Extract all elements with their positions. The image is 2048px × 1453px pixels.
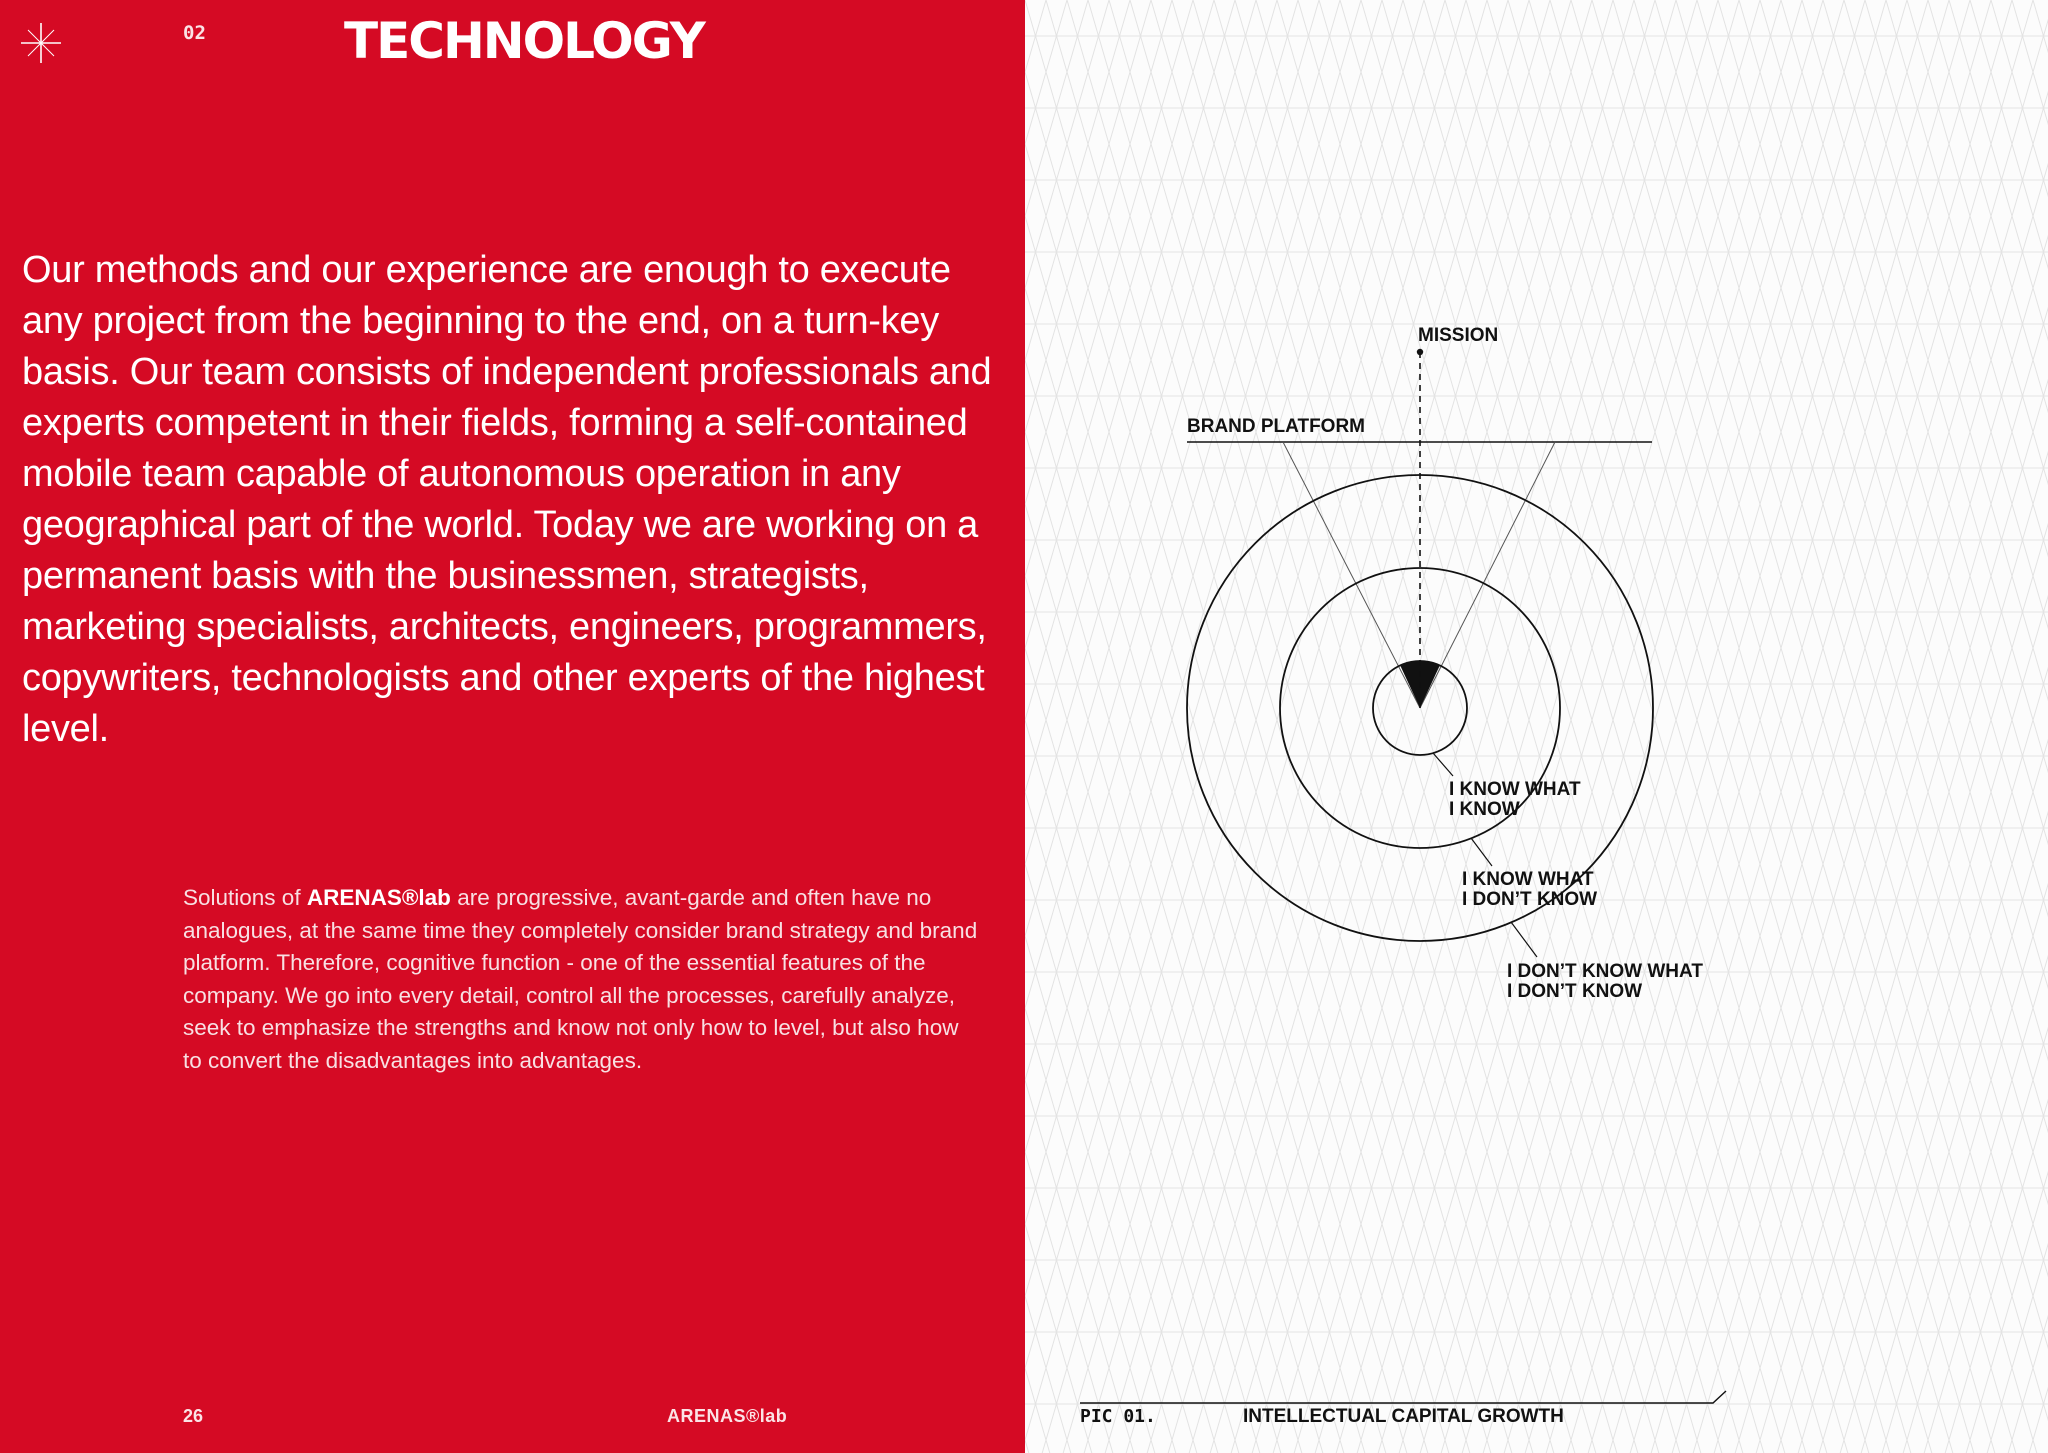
- lead-paragraph: Our methods and our experience are enough to execute any project from the beginning to the end, on a turn-key basis. Our team consists of independent professionals and experts competent in their fields, forming a self-contained mobile team capable of autonomous operation in any geographical part of the world. Today we are working on a permanent basis with the businessmen, strategists, marketing specialists, architects, engineers, programmers, copywriters, technologists and other experts of the highest level.: [22, 249, 992, 750]
- sparkle-star-icon: [20, 22, 62, 64]
- brand-name-inline: ARENAS®lab: [306, 885, 451, 910]
- cone-right-line: [1420, 442, 1555, 708]
- inner-ring-label-line1: I KNOW WHAT: [1449, 779, 1581, 800]
- secondary-paragraph-body: are progressive, avant-garde and often have no analogues, at the same time they completely consider brand strategy and brand platform. Therefore, cognitive function - one of the essential features of the company. We go into every detail, control all the processes, carefully analyze, seek to emphasize the strengths and know not only how to level, but also how to convert the disadvantages into advantages.: [183, 885, 978, 1073]
- right-page: [1025, 0, 2048, 1453]
- middle-ring-label-line1: I KNOW WHAT: [1462, 869, 1594, 890]
- figure-caption: INTELLECTUAL CAPITAL GROWTH: [1243, 1406, 1564, 1427]
- mission-dot: [1417, 349, 1423, 355]
- page-number: 26: [183, 1406, 204, 1426]
- outer-ring-label-line2: I DON’T KNOW: [1507, 981, 1643, 1002]
- intellectual-capital-diagram: [1025, 0, 2048, 1453]
- middle-ring-label-line2: I DON’T KNOW: [1462, 889, 1598, 910]
- outer-ring-label-line1: I DON’T KNOW WHAT: [1507, 961, 1703, 982]
- inner-ring-leader: [1433, 753, 1453, 776]
- section-number: 02: [183, 22, 206, 44]
- middle-ring-leader: [1471, 838, 1492, 866]
- pic-label: PIC 01.: [1080, 1406, 1156, 1427]
- brand-platform-label: BRAND PLATFORM: [1187, 416, 1366, 437]
- secondary-paragraph: [183, 882, 983, 1077]
- mission-label: MISSION: [1418, 325, 1499, 346]
- secondary-paragraph-intro: Solutions of: [183, 885, 307, 910]
- footer-brand: ARENAS®lab: [667, 1406, 788, 1426]
- cone-left-line: [1283, 442, 1420, 708]
- outer-ring-leader: [1511, 922, 1537, 957]
- inner-ring-label-line2: I KNOW: [1449, 799, 1520, 820]
- page-title: TECHNOLOGY: [344, 12, 704, 70]
- footer-rule: [1080, 1391, 1726, 1403]
